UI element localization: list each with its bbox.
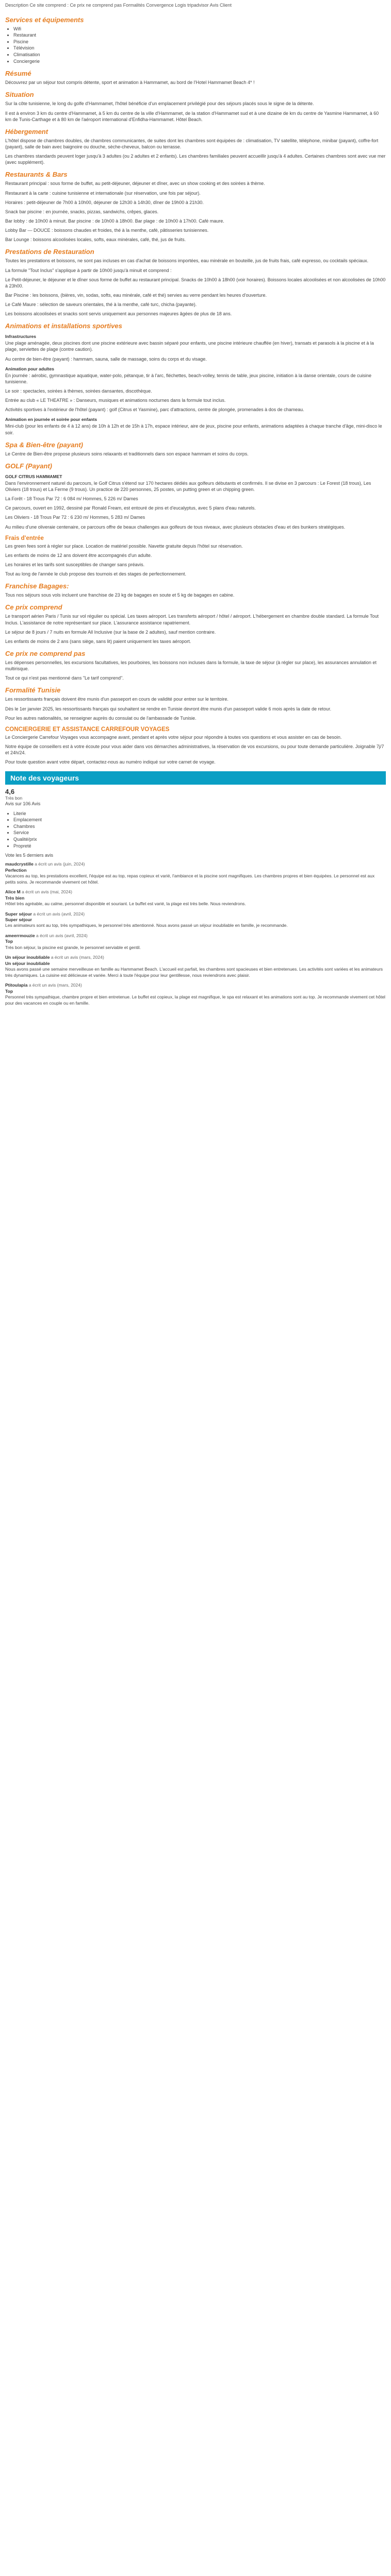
review-title: Super séjour <box>5 917 32 922</box>
animations-p9: Mini-club (pour les enfants de 4 à 12 ans) de 10h à 12h et de 15h à 17h, espace intérieur, aire de jeux, piscine pour enfants, animations adaptées à chaque tranche d'âge, mini-disco le soir. <box>5 423 382 435</box>
frais-p1: Les green fees sont à régler sur place. Location de matériel possible. Navette gratuite depuis l'hôtel sur réservation. <box>5 543 243 549</box>
animations-p4: En journée : aérobic, gymnastique aquatique, water-polo, pétanque, tir à l'arc, fléchettes, beach-volley, tennis de table, jeux piscine, initiation à la danse orientale, cours de cuisine tunisienne. <box>5 372 371 384</box>
nonprix-p1: Les dépenses personnelles, les excursions facultatives, les pourboires, les boissons non incluses dans la formule, la taxe de séjour (à régler sur place), les assurances annulation et multirisque. <box>5 660 377 672</box>
review-title: Très bien <box>5 895 25 901</box>
golf-p2: La Forêt - 18 Trous Par 72 : 6 084 m/ Hommes, 5 226 m/ Dames <box>5 496 138 502</box>
prix-items: Le transport aérien Paris / Tunis sur vol régulier ou spécial. Les taxes aéroport. Les transferts aéroport / hôtel / aéroport. L'hébergement en chambre double standard. La formule Tout Inclus. L'assistance de notre représentant sur place. L'assurance assistance rapatriement. <box>5 614 379 625</box>
formalites-p3: Pour les autres nationalités, se renseigner auprès du consulat ou de l'ambassade de Tunisie. <box>5 715 197 721</box>
restaurants-p7: Bar Lounge : boissons alcoolisées locales, softs, eaux minérales, café, thé, jus de fruits. <box>5 237 186 243</box>
review-title: Top <box>5 939 13 944</box>
review-text: Les animateurs sont au top, très sympathiques, le personnel très attentionné. Nous avons passé un séjour inoubliable en famille, je recommande. <box>5 923 288 928</box>
review <box>5 955 386 978</box>
formalites-p1: Les ressortissants français doivent être munis d'un passeport en cours de validité pour entrer sur le territoire. <box>5 697 229 702</box>
conciergerie-p3: Pour toute question avant votre départ, contactez-nous au numéro indiqué sur votre carnet de voyage. <box>5 759 216 765</box>
prestations-title: Prestations de Restauration <box>5 248 94 256</box>
conciergerie-p1: Le Conciergerie Carrefour Voyages vous accompagne avant, pendant et après votre séjour pour répondre à toutes vos questions et vous assister en cas de besoin. <box>5 734 342 740</box>
animations-p6: Entrée au club « LE THEATRE » : Danseurs, musiques et animations nocturnes dans la formule tout inclus. <box>5 398 226 403</box>
prestations-p6: Les boissons alcoolisées et snacks sont servis uniquement aux personnes majeures âgées de plus de 18 ans. <box>5 311 232 317</box>
review-text: Très bon séjour, la piscine est grande, le personnel serviable et gentil. <box>5 944 141 950</box>
page <box>5 0 386 1006</box>
hebergement-title: Hébergement <box>5 127 48 135</box>
review <box>5 933 386 951</box>
restaurants-p4: Snack bar piscine : en journée, snacks, pizzas, sandwichs, crêpes, glaces. <box>5 209 159 214</box>
criteria-list <box>5 810 386 850</box>
franchise-title: Franchise Bagages: <box>5 582 69 590</box>
criteria-item: • Emplacement <box>13 817 386 823</box>
spa-title: Spa & Bien-être (payant) <box>5 440 83 449</box>
frais-p4: Tout au long de l'année le club propose des tournois et des stages de perfectionnement. <box>5 571 186 577</box>
prestations-p1: Toutes les prestations et boissons, ne sont pas incluses en cas d'achat de boissons importées, eau minérale en bouteille, jus de fruits frais, café expresso, ou cocktails spéciaux. <box>5 258 369 264</box>
services-list <box>5 26 386 65</box>
golf-title: GOLF (Payant) <box>5 462 53 470</box>
review-date: a écrit un avis (mars, 2024) <box>28 982 82 988</box>
conciergerie-p2: Notre équipe de conseillers est à votre écoute pour vous aider dans vos démarches administratives, la réservation de vos excursions, ou pour toute demande particulière. Joignable 7j/7 et 24h/24. <box>5 743 384 756</box>
golf-p3: Ce parcours, ouvert en 1992, dessiné par Ronald Fream, est entouré de pins et d'eucalyptus, avec 5 plans d'eau naturels. <box>5 505 256 511</box>
restaurants-p6: Lobby Bar — DOUCE : boissons chaudes et froides, thé à la menthe, café, pâtisseries tunisiennes. <box>5 228 209 233</box>
review-title: Top <box>5 988 13 994</box>
criteria-item: • Service <box>13 829 386 836</box>
service-item: • Climatisation <box>13 52 386 58</box>
review-author: maudcrystille <box>5 861 34 867</box>
frais-p2: Les enfants de moins de 12 ans doivent être accompagnés d'un adulte. <box>5 552 152 558</box>
formalites-p2: Dès le 1er janvier 2025, les ressortissants français qui souhaitent se rendre en Tunisie devront être munis d'un passeport valide 6 mois après la date de retour. <box>5 706 332 711</box>
golf-sub: GOLF CITRUS HAMMAMET <box>5 473 62 479</box>
resume-text: Découvrez par un séjour tout compris détente, sport et animation à Hammamet, au bord de l'Hotel Hammamet Beach 4* ! <box>5 80 255 86</box>
prix-p2: Les enfants de moins de 2 ans (sans siège, sans lit) paient uniquement les taxes aéroport. <box>5 638 191 644</box>
review <box>5 982 386 1006</box>
restaurants-p3: Horaires : petit-déjeuner de 7h00 à 10h00, déjeuner de 12h30 à 14h30, dîner de 19h00 à 21h30. <box>5 199 204 205</box>
prix-title: Ce prix comprend <box>5 603 62 612</box>
prix-p1: Le séjour de 8 jours / 7 nuits en formule All Inclusive (sur la base de 2 adultes), sauf mention contraire. <box>5 629 216 635</box>
resume-title: Résumé <box>5 70 31 78</box>
restaurants-p5: Bar lobby : de 10h00 à minuit. Bar piscine : de 10h00 à 18h00. Bar plage : de 10h00 à 17h00. Café maure. <box>5 218 224 224</box>
review-date: a écrit un avis (juin, 2024) <box>35 861 85 867</box>
golf-p4: Les Oliviers - 18 Trous Par 72 : 6 230 m/ Hommes, 5 283 m/ Dames <box>5 515 145 520</box>
review <box>5 911 386 929</box>
conciergerie-title: CONCIERGERIE ET ASSISTANCE CARREFOUR VOYAGES <box>5 726 170 733</box>
restaurants-p2: Restaurant à la carte : cuisine tunisienne et internationale (sur réservation, une fois par séjour). <box>5 190 201 196</box>
review-date: a écrit un avis (mai, 2024) <box>22 889 72 895</box>
review-text: Nous avons passé une semaine merveilleuse en famille au Hammamet Beach. L'accueil est parfait, les chambres sont spacieuses et bien entretenues. Les activités sont variées et les animateurs très dynamiques. La cuisine est délicieuse et variée. Merci à toute l'équipe pour leur gentillesse, nous reviendrons avec plaisir. <box>5 967 383 978</box>
nonprix-title: Ce prix ne comprend pas <box>5 650 86 657</box>
frais-title: Frais d'entrée <box>5 535 44 541</box>
review-text: Personnel très sympathique, chambre propre et bien entretenue. Le buffet est copieux, la plage est magnifique, le spa est relaxant et les animations sont au top. Je recommande vivement cet hôtel pour des vacances en couple ou en famille. <box>5 994 385 1006</box>
situation-p2: Il est à environ 3 km du centre d'Hammamet, à 5 km du centre de la ville d'Hammamet, de la station d'Hammamet sud et à une dizaine de km du centre de Yasmine Hammamet, à 60 km de Tunis-Carthage et à 80 km de l'aéroport international d'Enfidha-Hammamet. Hôtel Beach. <box>5 110 379 122</box>
restaurants-title: Restaurants & Bars <box>5 171 68 179</box>
criteria-item: • Literie <box>13 810 386 817</box>
animations-sub: Infrastructures <box>5 334 36 340</box>
criteria-item: • Qualité/prix <box>13 836 386 843</box>
services-title: Services et équipements <box>5 15 84 24</box>
animations-adult-title: Animation pour adultes <box>5 366 54 371</box>
review-author: Super séjour <box>5 911 32 917</box>
review-author: Ptitoulapia <box>5 982 28 988</box>
formalites-title: Formalité Tunisie <box>5 686 61 694</box>
review <box>5 889 386 907</box>
review-author: Un séjour inoubliable <box>5 955 50 960</box>
animations-p7: Activités sportives à l'extérieur de l'hôtel (payant) : golf (Citrus et Yasmine), parc d'attractions, centre de plongée, promenades à dos de chameau. <box>5 407 304 413</box>
voters-text: Vote les 5 derniers avis <box>5 853 54 858</box>
animations-p2: Au centre de bien-être (payant) : hammam, sauna, salle de massage, soins du corps et du visage. <box>5 356 207 362</box>
golf-p1: Dans l'environnement naturel du parcours, le Golf Citrus s'étend sur 170 hectares dédiés aux golfeurs débutants et confirmés. Il se divise en 3 parcours : Le Forest (18 trous), Les Oliviers (18 trous) et La Ferme (9 trous). Un practice de 220 personnes, 25 postes, un putting green et un chipping green. <box>5 480 371 493</box>
header-nav: Description Ce site comprend : Ce prix ne comprend pas Formalités Convergence Logis tripadvisor Avis Client <box>5 3 232 8</box>
service-item: • Restaurant <box>13 32 386 39</box>
review-author: ameerrmouzie <box>5 933 35 938</box>
prestations-p5: Le Café Maure : sélection de saveurs orientales, thé à la menthe, café turc, chicha (payante). <box>5 302 197 308</box>
review-text: Hôtel très agréable, au calme, personnel disponible et souriant. Le buffet est varié, la plage est très belle. Nous reviendrons. <box>5 901 246 907</box>
animations-title: Animations et installations sportives <box>5 322 122 330</box>
situation-p1: Sur la côte tunisienne, le long du golfe d'Hammamet, l'hôtel bénéficie d'un emplacement privilégié pour des séjours placés sous le signe de la détente. <box>5 101 314 107</box>
spa-p1: Le Centre de Bien-être propose plusieurs soins relaxants et traditionnels dans son espace hammam et soins du corps. <box>5 451 249 456</box>
review-title: Un séjour inoubliable <box>5 960 50 966</box>
animations-p5: Le soir : spectacles, soirées à thèmes, soirées dansantes, discothèque. <box>5 388 152 394</box>
service-item: • Conciergerie <box>13 58 386 65</box>
criteria-item: • Chambres <box>13 823 386 830</box>
notes-header: Note des voyageurs <box>5 771 386 785</box>
nonprix-p2: Tout ce qui n'est pas mentionné dans "Le tarif comprend". <box>5 675 124 681</box>
review-author: Alice M <box>5 889 21 895</box>
restaurants-p1: Restaurant principal : sous forme de buffet, au petit-déjeuner, déjeuner et dîner, avec un show cooking et des soirées à thème. <box>5 181 265 187</box>
situation-title: Situation <box>5 91 34 99</box>
review-date: a écrit un avis (mars, 2024) <box>51 955 104 960</box>
review-date: a écrit un avis (avril, 2024) <box>36 933 88 938</box>
frais-p3: Les horaires et les tarifs sont susceptibles de changer sans préavis. <box>5 562 145 568</box>
service-item: • Télévision <box>13 45 386 52</box>
prestations-p4: Bar Piscine : les boissons, (bières, vin, sodas, softs, eau minérale, café et thé) servies au verre pendant les heures d'ouverture. <box>5 292 267 298</box>
review <box>5 861 386 885</box>
animations-p1: Une plage aménagée, deux piscines dont une piscine extérieure avec bassin séparé pour enfants, une piscine intérieure chauffée (en hiver), transats et parasols à la piscine et à la plage, serviettes de plage (contre caution). <box>5 341 374 352</box>
hebergement-p1: L'hôtel dispose de chambres doubles, de chambres communicantes, de suites dont les chambres sont équipées de : climatisation, TV satellite, téléphone, minibar (payant), coffre-fort (payant), salle de bain avec baignoire ou douche, sèche-cheveux, balcon ou terrasse. <box>5 138 379 149</box>
review-title: Perfection <box>5 867 27 873</box>
animations-kids-title: Animation en journée et soirée pour enfants <box>5 417 97 422</box>
hebergement-p2: Les chambres standards peuvent loger jusqu'à 3 adultes (ou 2 adultes et 2 enfants). Les chambres familiales peuvent accueillir jusqu'à 4 adultes. Certaines chambres sont avec vue mer (avec supplément). <box>5 154 386 165</box>
review-text: Vacances au top, les prestations excellent, l'équipe est au top, repas copieux et varié, l'ambiance et la piscine sont magnifiques. Les chambres propres et bien équipées. Le personnel est aux petits soins. Je recommande vivement cet hôtel. <box>5 873 375 885</box>
rating-value: 4,6 <box>5 788 15 796</box>
golf-p5: Au milieu d'une oliveraie centenaire, ce parcours offre de beaux challenges aux golfeurs de tous niveaux, avec plusieurs obstacles d'eau et des bunkers stratégiques. <box>5 524 346 530</box>
prestations-p3: Le Petit-déjeuner, le déjeuner et le dîner sous forme de buffet au restaurant principal. Snacks de 10h00 à 18h00 (voir horaires). Boissons locales alcoolisées et non alcoolisées de 10h00 à 23h00. <box>5 277 386 289</box>
rating-label: Très bon <box>5 795 23 801</box>
prestations-p2: La formule "Tout Inclus" s'applique à partir de 10h00 jusqu'à minuit et comprend : <box>5 267 172 273</box>
service-item: • Wifi <box>13 26 386 32</box>
franchise-p1: Tous nos séjours sous vols incluent une franchise de 23 kg de bagages en soute et 5 kg de bagages en cabine. <box>5 592 235 598</box>
rating-count: Avis sur 106 Avis <box>5 801 41 807</box>
review-date: a écrit un avis (avril, 2024) <box>33 911 85 917</box>
service-item: • Piscine <box>13 39 386 45</box>
criteria-item: • Propreté <box>13 843 386 850</box>
